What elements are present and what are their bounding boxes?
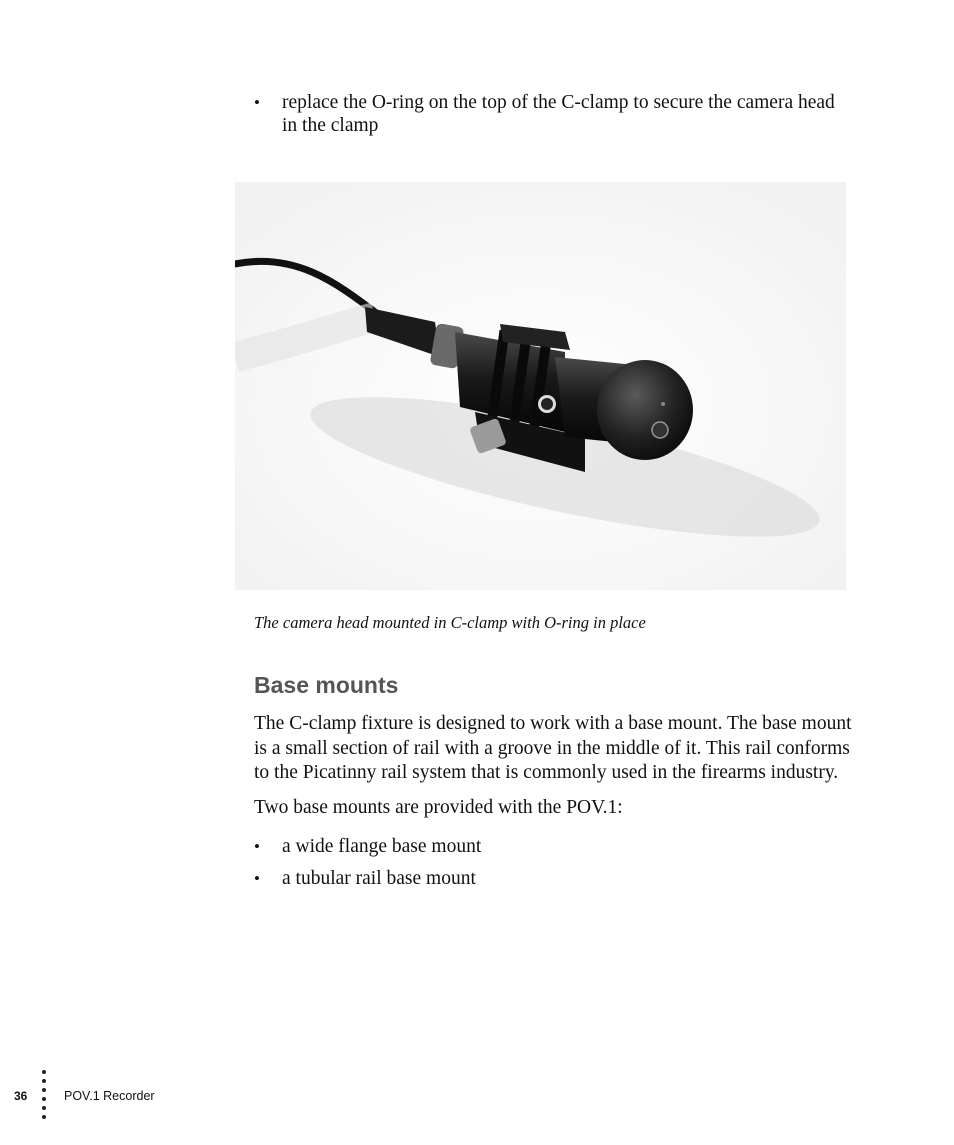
page-number: 36 [14, 1089, 28, 1103]
bullet-icon: • [254, 837, 260, 856]
bullet-text: replace the O-ring on the top of the C-clamp to secure the camera head in the clamp [282, 92, 835, 136]
section-heading: Base mounts [254, 672, 399, 698]
bullet-icon: • [254, 93, 260, 112]
bullet-text: a wide flange base mount [282, 836, 482, 857]
bullet-text: a tubular rail base mount [282, 868, 476, 889]
bullet-item [254, 867, 854, 890]
body-paragraph: Two base mounts are provided with the POV.1: [254, 797, 623, 818]
camera-head-photo [235, 182, 846, 590]
figure-caption: The camera head mounted in C-clamp with O-ring in place [254, 613, 646, 632]
bullet-item [254, 835, 854, 858]
footer-dots-decoration [40, 1070, 48, 1124]
bullet-item [254, 91, 854, 137]
body-paragraph: The C-clamp fixture is designed to work with a base mount. The base mount is a small section of rail with a groove in the middle of it. This rail conforms to the Picatinny rail system that is commonly used in the firearms industry. [254, 713, 852, 783]
bullet-icon: • [254, 869, 260, 888]
footer-title: POV.1 Recorder [64, 1089, 155, 1103]
